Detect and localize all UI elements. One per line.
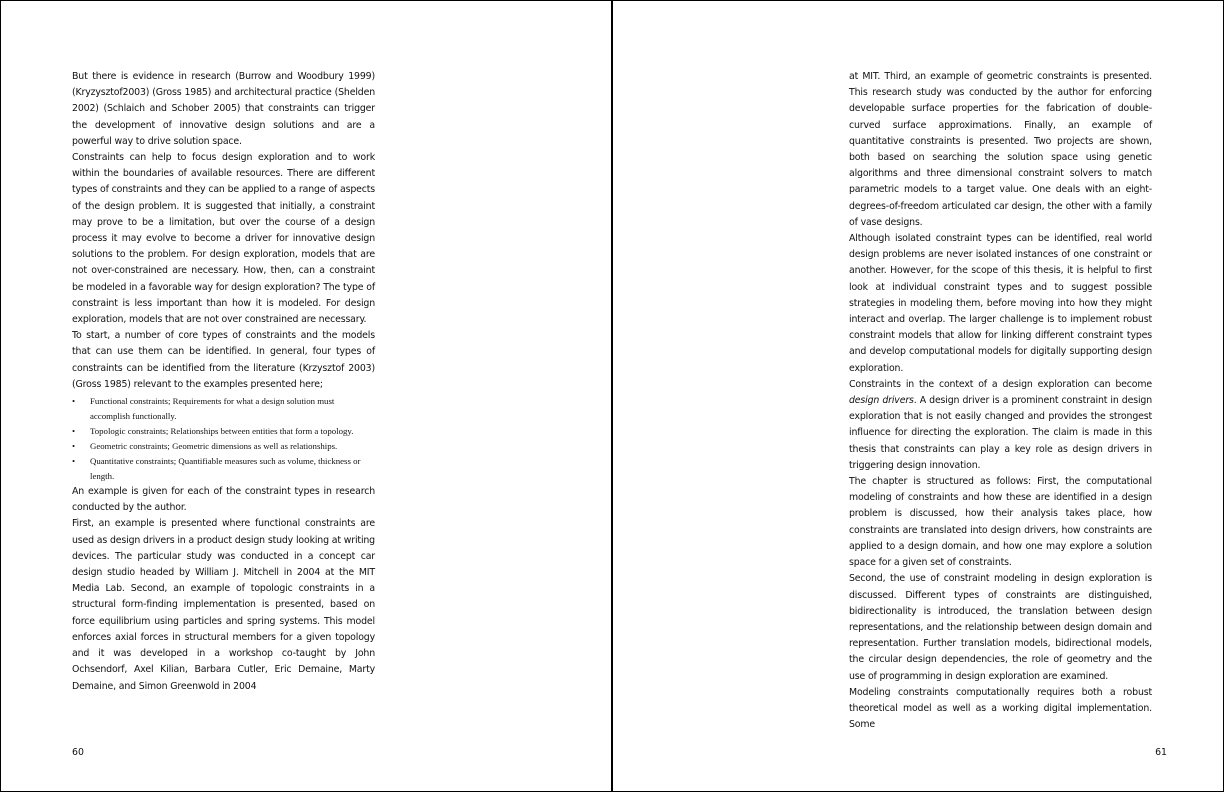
left-paragraph: An example is given for each of the constraint types in research conducted by the author. (72, 486, 375, 514)
page-divider (611, 0, 613, 792)
page-number: 60 (72, 747, 84, 758)
constraint-types-list (72, 394, 375, 484)
paragraph-text: . A design driver is a prominent constraint in design exploration that is not easily changed and provides the strongest influence for directing the exploration. The claim is made in this thesis that constraints can play a key role as design drivers in triggering design innovation. (849, 395, 1152, 471)
bullet-icon: • (72, 396, 76, 407)
right-paragraph: Second, the use of constraint modeling in design exploration is discussed. Different types of constraints are distinguished, bidirectionality is introduced, the translation between design representations, and the relationship between design domain and representation. Further translation models, bidirectional models, the circular design dependencies, the role of geometry and the use of programming in design exploration are examined. (849, 573, 1152, 682)
right-text-column (849, 69, 1152, 733)
bullet-icon: • (72, 426, 76, 437)
bullet-icon: • (72, 441, 76, 452)
right-page (612, 0, 1224, 792)
left-paragraph: To start, a number of core types of constraints and the models that can use them can be identified. In general, four types of constraints can be identified from the literature (Krzysztof 2003) (Gross 1985) relevant to the examples presented here; (72, 330, 375, 390)
right-paragraph: Although isolated constraint types can be identified, real world design problems are never isolated instances of one constraint or another. However, for the scope of this thesis, it is helpful to first look at individual constraint types and to suggest possible strategies in modeling them, before moving into how they might interact and overlap. The larger challenge is to implement robust constraint models that allow for linking different constraint types and develop computational models for digitally supporting design exploration. (849, 233, 1152, 374)
left-text-column (72, 69, 375, 695)
list-item-text: Functional constraints; Requirements for what a design solution must accomplish functionally. (90, 396, 335, 422)
emphasized-term: design drivers (849, 395, 914, 407)
list-item-text: Topologic constraints; Relationships between entities that form a topology. (90, 426, 354, 437)
list-item-text: Geometric constraints; Geometric dimensions as well as relationships. (90, 441, 338, 452)
left-paragraph: Constraints can help to focus design exploration and to work within the boundaries of available resources. There are different types of constraints and they can be applied to a range of aspects of the design problem. It is suggested that initially, a constraint may prove to be a limitation, but over the course of a design process it may evolve to become a driver for innovative design solutions to the problem. For design exploration, models that are not over-constrained are necessary. How, then, can a constraint be modeled in a favorable way for design exploration? The type of constraint is less important than how it is modeled. For design exploration, models that are not over constrained are necessary. (72, 152, 375, 326)
left-paragraph: First, an example is presented where functional constraints are used as design drivers in a product design study looking at writing devices. The particular study was conducted in a concept car design studio headed by William J. Mitchell in 2004 at the MIT Media Lab. Second, an example of topologic constraints in a structural form-finding implementation is presented, based on force equilibrium using particles and spring systems. This model enforces axial forces in structural members for a given topology and it was developed in a workshop co-taught by John Ochsendorf, Axel Kilian, Barbara Cutler, Eric Demaine, Marty Demaine, and Simon Greenwold in 2004 (72, 518, 375, 692)
right-paragraph (849, 377, 1152, 474)
page-number: 61 (1155, 747, 1167, 758)
list-item (72, 439, 375, 454)
bullet-icon: • (72, 456, 76, 467)
paragraph-text: Constraints in the context of a design exploration can become (849, 378, 1152, 390)
left-paragraph: But there is evidence in research (Burrow and Woodbury 1999) (Kryzysztof2003) (Gross 1985) and architectural practice (Shelden 2002) (Schlaich and Schober 2005) that constraints can trigger the development of innovative design solutions and are a powerful way to drive solution space. (72, 71, 375, 147)
list-item-text: Quantitative constraints; Quantifiable measures such as volume, thickness or length. (90, 456, 361, 482)
list-item (72, 454, 375, 484)
right-paragraph: at MIT. Third, an example of geometric constraints is presented. This research study was conducted by the author for enforcing developable surface properties for the fabrication of double-curved surface approximations. Finally, an example of quantitative constraints is presented. Two projects are shown, both based on searching the solution space using genetic algorithms and three dimensional constraint solvers to match parametric models to a target value. One deals with an eight-degrees-of-freedom articulated car design, the other with a family of vase designs. (849, 71, 1152, 228)
list-item (72, 424, 375, 439)
right-paragraph: The chapter is structured as follows: First, the computational modeling of constraints and how these are identified in a design problem is discussed, how their analysis takes place, how constraints are translated into design drivers, how constraints are applied to a design domain, and how one may explore a solution space for a given set of constraints. (849, 476, 1152, 569)
right-paragraph: Modeling constraints computationally requires both a robust theoretical model as well as a working digital implementation. Some (849, 686, 1152, 731)
list-item (72, 394, 375, 424)
